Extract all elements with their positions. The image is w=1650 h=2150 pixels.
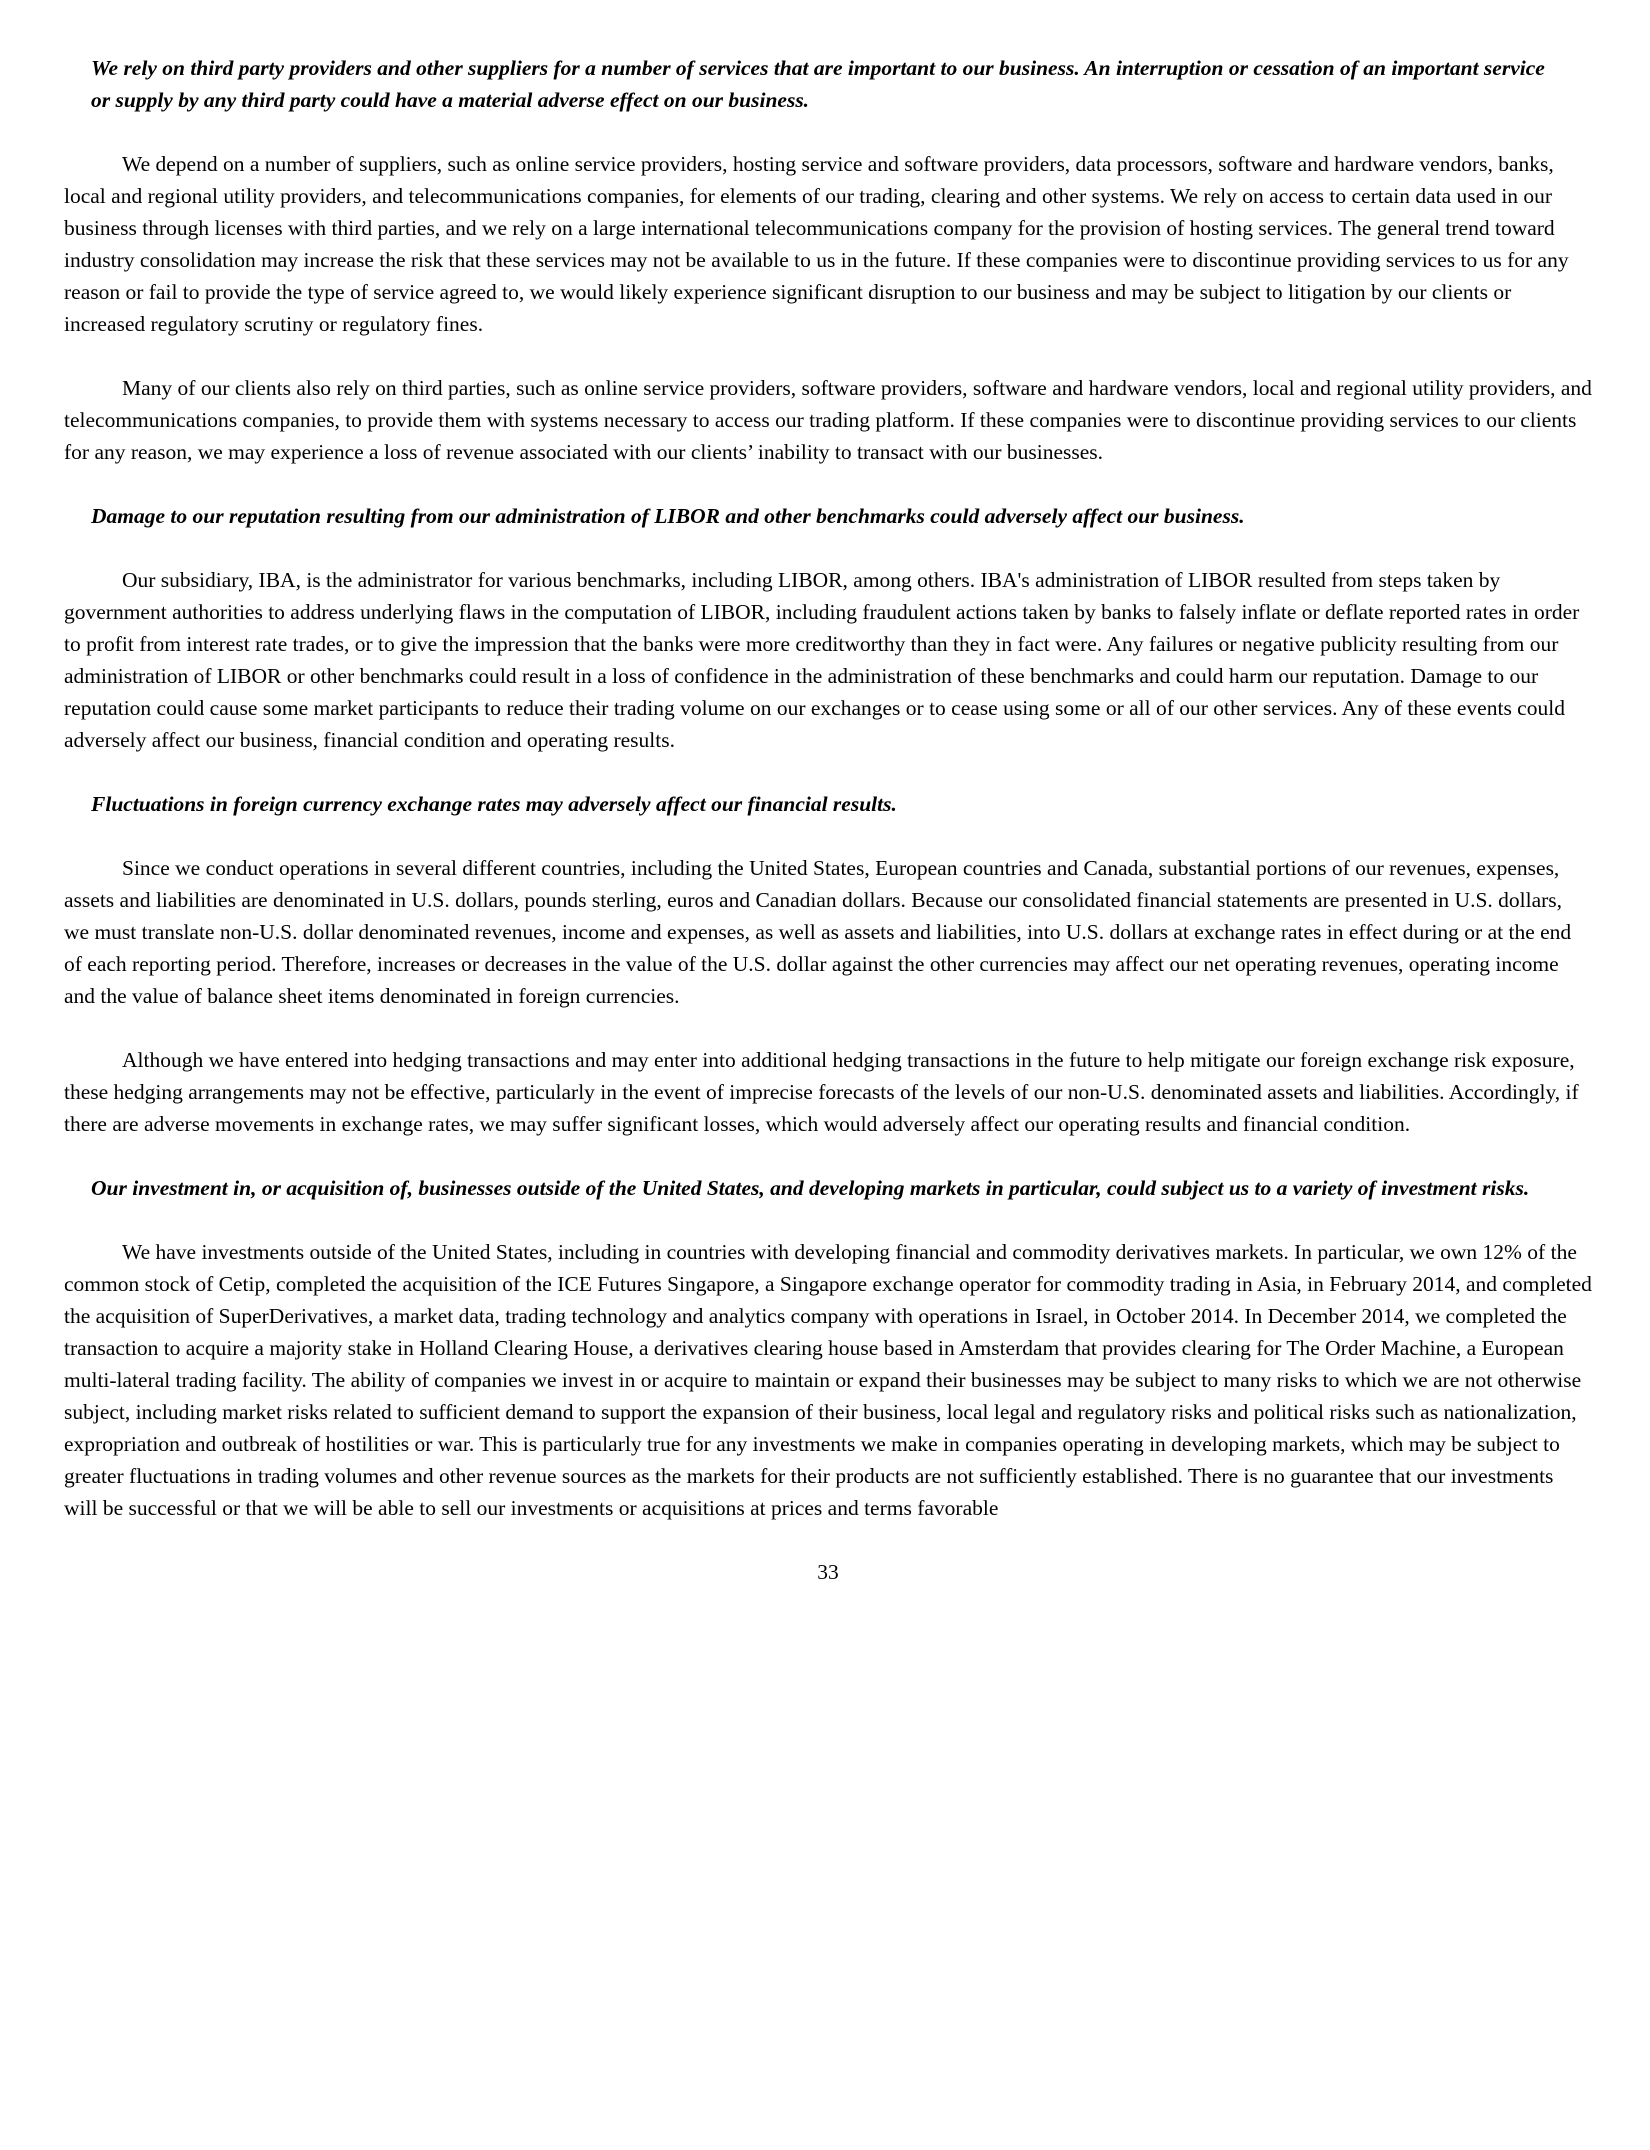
- risk-paragraph-iba-libor-administration: Our subsidiary, IBA, is the administrator for various benchmarks, including LIBOR, among others. IBA's administration of LIBOR resulted from steps taken by government authorities to address underlying flaws in the computation of LIBOR, including fraudulent actions taken by banks to falsely inflate or deflate reported rates in order to profit from interest rate trades, or to give the impression that the banks were more creditworthy than they in fact were. Any failures or negative publicity resulting from our administration of LIBOR or other benchmarks could result in a loss of confidence in the administration of these benchmarks and could harm our reputation. Damage to our reputation could cause some market participants to reduce their trading volume on our exchanges or to cease using some or all of our other services. Any of these events could adversely affect our business, financial condition and operating results.: [64, 568, 1580, 752]
- risk-paragraph-suppliers-dependence: We depend on a number of suppliers, such as online service providers, hosting service and software providers, data processors, software and hardware vendors, banks, local and regional utility providers, and telecommunications companies, for elements of our trading, clearing and other systems. We rely on access to certain data used in our business through licenses with third parties, and we rely on a large international telecommunications company for the provision of hosting services. The general trend toward industry consolidation may increase the risk that these services may not be available to us in the future. If these companies were to discontinue providing services to us for any reason or fail to provide the type of service agreed to, we would likely experience significant disruption to our business and may be subject to litigation by our clients or increased regulatory scrutiny or regulatory fines.: [64, 152, 1569, 336]
- risk-heading-foreign-investment: Our investment in, or acquisition of, businesses outside of the United States, and developing markets in particular, could subject us to a variety of investment risks.: [91, 1176, 1530, 1200]
- risk-paragraph-hedging-transactions: Although we have entered into hedging transactions and may enter into additional hedging transactions in the future to help mitigate our foreign exchange risk exposure, these hedging arrangements may not be effective, particularly in the event of imprecise forecasts of the levels of our non-U.S. denominated assets and liabilities. Accordingly, if there are adverse movements in exchange rates, we may suffer significant losses, which would adversely affect our operating results and financial condition.: [64, 1048, 1579, 1136]
- risk-paragraph-clients-third-parties: Many of our clients also rely on third parties, such as online service providers, software providers, software and hardware vendors, local and regional utility providers, and telecommunications companies, to provide them with systems necessary to access our trading platform. If these companies were to discontinue providing services to our clients for any reason, we may experience a loss of revenue associated with our clients’ inability to transact with our businesses.: [64, 376, 1592, 464]
- risk-paragraph-international-investments: We have investments outside of the United States, including in countries with developing financial and commodity derivatives markets. In particular, we own 12% of the common stock of Cetip, completed the acquisition of the ICE Futures Singapore, a Singapore exchange operator for commodity trading in Asia, in February 2014, and completed the acquisition of SuperDerivatives, a market data, trading technology and analytics company with operations in Israel, in October 2014. In December 2014, we completed the transaction to acquire a majority stake in Holland Clearing House, a derivatives clearing house based in Amsterdam that provides clearing for The Order Machine, a European multi-lateral trading facility. The ability of companies we invest in or acquire to maintain or expand their businesses may be subject to many risks to which we are not otherwise subject, including market risks related to sufficient demand to support the expansion of their business, local legal and regulatory risks and political risks such as nationalization, expropriation and outbreak of hostilities or war. This is particularly true for any investments we make in companies operating in developing markets, which may be subject to greater fluctuations in trading volumes and other revenue sources as the markets for their products are not sufficiently established. There is no guarantee that our investments will be successful or that we will be able to sell our investments or acquisitions at prices and terms favorable: [64, 1240, 1592, 1520]
- risk-paragraph-currency-translation: Since we conduct operations in several different countries, including the United States, European countries and Canada, substantial portions of our revenues, expenses, assets and liabilities are denominated in U.S. dollars, pounds sterling, euros and Canadian dollars. Because our consolidated financial statements are presented in U.S. dollars, we must translate non-U.S. dollar denominated revenues, income and expenses, as well as assets and liabilities, into U.S. dollars at exchange rates in effect during or at the end of each reporting period. Therefore, increases or decreases in the value of the U.S. dollar against the other currencies may affect our net operating revenues, operating income and the value of balance sheet items denominated in foreign currencies.: [64, 856, 1572, 1008]
- risk-heading-libor-reputation: Damage to our reputation resulting from our administration of LIBOR and other benchmarks could adversely affect our business.: [91, 504, 1245, 528]
- risk-heading-foreign-currency: Fluctuations in foreign currency exchange rates may adversely affect our financial results.: [91, 792, 897, 816]
- risk-heading-third-party-providers: We rely on third party providers and other suppliers for a number of services that are important to our business. An interruption or cessation of an important service or supply by any third party could have a material adverse effect on our business.: [91, 56, 1545, 112]
- page-number: 33: [817, 1560, 839, 1584]
